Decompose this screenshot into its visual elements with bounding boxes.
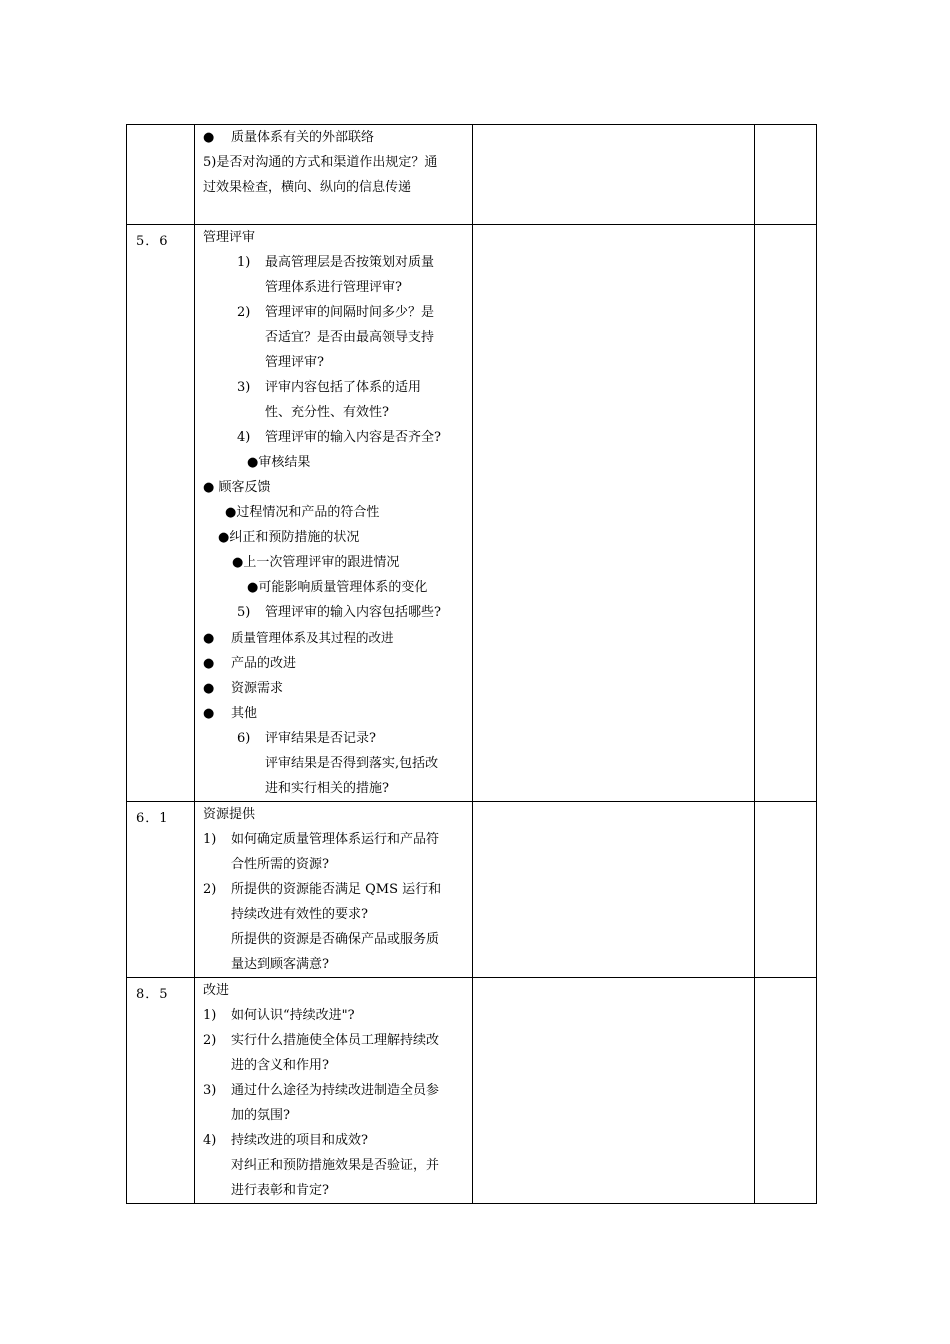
list-marker: 4) (237, 430, 251, 445)
content-line (203, 852, 466, 877)
remarks-cell (755, 225, 817, 802)
remarks-cell (755, 125, 817, 225)
content-line (203, 1003, 466, 1028)
content-line (203, 927, 466, 952)
content-line (203, 1153, 466, 1178)
line-text: 进行表彰和肯定? (231, 1183, 329, 1198)
line-text: 质量管理体系及其过程的改进 (231, 630, 394, 645)
list-marker: 3) (237, 380, 251, 395)
remarks-cell (755, 802, 817, 978)
content-line (203, 350, 466, 375)
content-line (203, 575, 466, 600)
bullet-dot-icon: ● (203, 706, 215, 721)
line-text: 持续改进的项目和成效? (231, 1133, 368, 1148)
audit-content-cell (195, 225, 473, 802)
content-line (203, 1078, 466, 1103)
content-line (203, 877, 466, 902)
line-text: 最高管理层是否按策划对质量 (265, 255, 435, 270)
bullet-dot-icon: ● (203, 656, 215, 671)
line-text: 产品的改进 (231, 656, 297, 671)
line-text: 管理体系进行管理评审? (265, 280, 402, 295)
line-text: 5)是否对沟通的方式和渠道作出规定？通 (203, 155, 438, 170)
clause-number-cell (127, 225, 195, 802)
content-line (203, 300, 466, 325)
content-line (203, 1178, 466, 1203)
clause-number (127, 125, 194, 130)
line-text: 管理评审的间隔时间多少？是 (265, 305, 435, 320)
content-line (203, 902, 466, 927)
audit-record-cell (473, 978, 755, 1204)
content-line (203, 600, 466, 625)
line-text: 所提供的资源能否满足 QMS 运行和 (231, 882, 442, 897)
list-marker: 4) (203, 1133, 217, 1148)
audit-record-cell (473, 802, 755, 978)
content-line (203, 776, 466, 801)
content-line (203, 450, 466, 475)
line-text: 性、充分性、有效性? (265, 405, 389, 420)
bullet-dot-icon: ● (218, 530, 230, 545)
bullet-dot-icon: ● (247, 455, 259, 470)
content-line (203, 978, 466, 1003)
list-marker: 2) (203, 882, 217, 897)
line-text: 其他 (231, 706, 258, 721)
content-line (203, 425, 466, 450)
list-marker: 6) (237, 731, 251, 746)
line-text: 评审结果是否得到落实,包括改 (265, 756, 439, 771)
clause-number: 6．1 (136, 811, 169, 826)
list-marker: 2) (203, 1033, 217, 1048)
bullet-dot-icon: ● (225, 505, 237, 520)
content-line (203, 651, 466, 676)
line-text: 评审结果是否记录? (265, 731, 376, 746)
clause-number: 5．6 (136, 234, 169, 249)
line-text: 可能影响质量管理体系的变化 (258, 580, 428, 595)
table-body (127, 125, 817, 1204)
line-text: 资源需求 (231, 681, 284, 696)
line-text: 量达到顾客满意? (231, 957, 329, 972)
audit-record-cell (473, 225, 755, 802)
list-marker: 1) (203, 1008, 217, 1023)
content-line (203, 1053, 466, 1078)
content-line (203, 802, 466, 827)
audit-content-cell (195, 125, 473, 225)
table-row (127, 802, 817, 978)
line-text: 评审内容包括了体系的适用 (265, 380, 422, 395)
line-text: 进的含义和作用? (231, 1058, 329, 1073)
content-line (203, 400, 466, 425)
list-marker: 3) (203, 1083, 217, 1098)
list-marker: 2) (237, 305, 251, 320)
line-text: 通过什么途径为持续改进制造全员参 (231, 1083, 440, 1098)
content-line (203, 125, 466, 150)
line-text: 对纠正和预防措施效果是否验证，并 (231, 1158, 440, 1173)
content-line (203, 175, 466, 200)
line-text: 管理评审的输入内容是否齐全? (265, 430, 441, 445)
content-line (203, 1028, 466, 1053)
line-text: 持续改进有效性的要求? (231, 907, 368, 922)
remarks-cell (755, 978, 817, 1204)
content-line (203, 525, 466, 550)
line-text: 否适宜？是否由最高领导支持 (265, 330, 435, 345)
line-text: 管理评审的输入内容包括哪些? (265, 605, 441, 620)
content-line (203, 676, 466, 701)
line-text: 上一次管理评审的跟进情况 (243, 555, 400, 570)
content-line (203, 325, 466, 350)
clause-number-cell (127, 978, 195, 1204)
content-line (203, 952, 466, 977)
audit-content-cell (195, 802, 473, 978)
line-text: 管理评审? (265, 355, 324, 370)
content-line (203, 751, 466, 776)
list-marker: 1) (237, 255, 251, 270)
content-line (203, 827, 466, 852)
line-text: 如何确定质量管理体系运行和产品符 (231, 832, 440, 847)
bullet-dot-icon: ● (203, 480, 215, 495)
content-line (203, 150, 466, 175)
line-text: 纠正和预防措施的状况 (229, 530, 360, 545)
content-line (203, 1128, 466, 1153)
content-line (203, 275, 466, 300)
bullet-dot-icon: ● (203, 681, 215, 696)
clause-number-cell (127, 802, 195, 978)
content-line (203, 550, 466, 575)
line-text: 管理评审 (203, 230, 256, 245)
bullet-dot-icon: ● (232, 555, 244, 570)
line-text: 改进 (203, 983, 230, 998)
line-text: 审核结果 (258, 455, 311, 470)
list-marker: 5) (237, 605, 251, 620)
line-text: 过程情况和产品的符合性 (236, 505, 380, 520)
line-text: 顾客反馈 (214, 480, 271, 495)
content-line (203, 625, 466, 651)
content-line (203, 250, 466, 275)
line-text: 如何认识“持续改进"? (231, 1008, 355, 1023)
line-text: 进和实行相关的措施? (265, 781, 389, 796)
audit-checklist-table (126, 124, 817, 1204)
content-line (203, 225, 466, 250)
table-row (127, 978, 817, 1204)
audit-record-cell (473, 125, 755, 225)
content-line (203, 500, 466, 525)
list-marker: 1) (203, 832, 217, 847)
content-line (203, 1103, 466, 1128)
content-line (203, 375, 466, 400)
line-text: 资源提供 (203, 807, 256, 822)
clause-number: 8．5 (136, 987, 169, 1002)
line-text: 过效果检查，横向、纵向的信息传递 (203, 180, 412, 195)
table-row (127, 125, 817, 225)
line-text: 质量体系有关的外部联络 (231, 130, 375, 145)
bullet-dot-icon: ● (247, 580, 259, 595)
line-text: 合性所需的资源? (231, 857, 329, 872)
line-text: 实行什么措施使全体员工理解持续改 (231, 1033, 440, 1048)
clause-number-cell (127, 125, 195, 225)
line-text: 所提供的资源是否确保产品或服务质 (231, 932, 440, 947)
audit-content-cell (195, 978, 473, 1204)
content-line (203, 726, 466, 751)
content-line (203, 475, 466, 500)
bullet-dot-icon: ● (203, 130, 215, 145)
bullet-dot-icon: ● (203, 631, 215, 646)
table-row (127, 225, 817, 802)
line-text: 加的氛围? (231, 1108, 290, 1123)
content-line (203, 701, 466, 726)
